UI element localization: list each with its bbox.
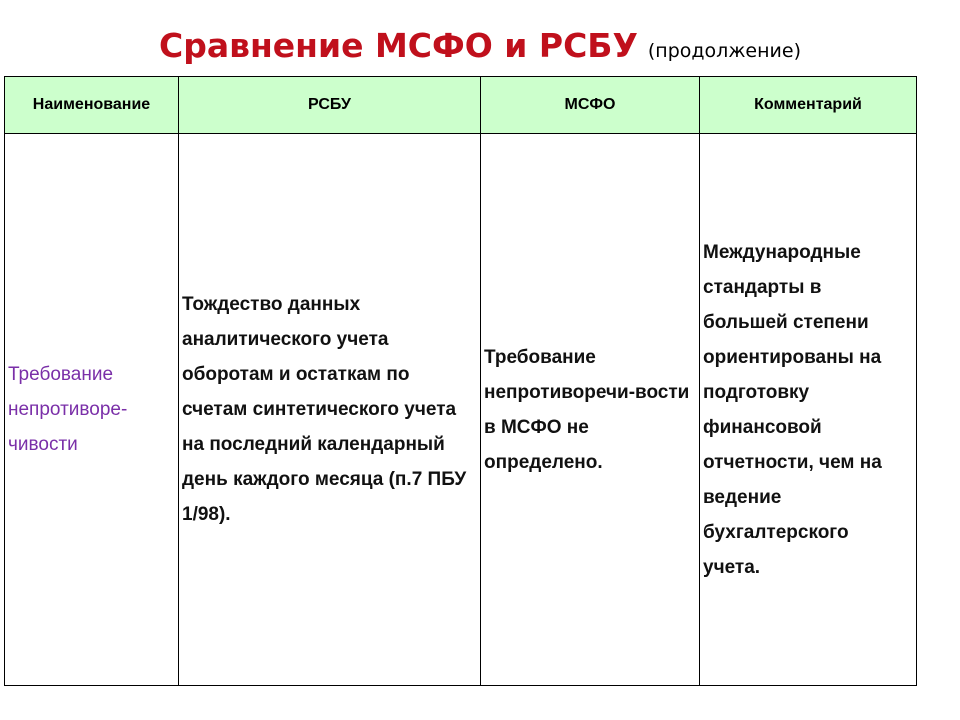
cell-comment-text: Международные стандарты в большей степени ориентированы на подготовку финансовой отчетности, чем на ведение бухгалтерского учета.	[703, 241, 882, 578]
comparison-table	[4, 76, 917, 686]
cell-rsbu-text: Тождество данных аналитического учета оборотам и остаткам по счетам синтетического учета на последний календарный день каждого месяца (п.7 ПБУ 1/98).	[182, 294, 467, 525]
cell-comment	[700, 134, 917, 686]
cell-ifrs	[481, 134, 700, 686]
cell-requirement-name-text: Требование непротиворе-чивости	[8, 364, 128, 455]
cell-requirement-name	[5, 134, 179, 686]
cell-rsbu	[179, 134, 481, 686]
slide-title-sub: (продолжение)	[647, 40, 801, 62]
cell-ifrs-text: Требование непротиворечи-вости в МСФО не определено.	[484, 346, 690, 473]
table-row	[5, 134, 917, 686]
table-header-row	[5, 77, 917, 134]
slide-title-main: Сравнение МСФО и РСБУ	[158, 26, 638, 65]
header-ifrs: МСФО	[481, 77, 700, 134]
header-name: Наименование	[5, 77, 179, 134]
header-comment: Комментарий	[700, 77, 917, 134]
slide-title	[0, 26, 960, 65]
header-rsbu: РСБУ	[179, 77, 481, 134]
